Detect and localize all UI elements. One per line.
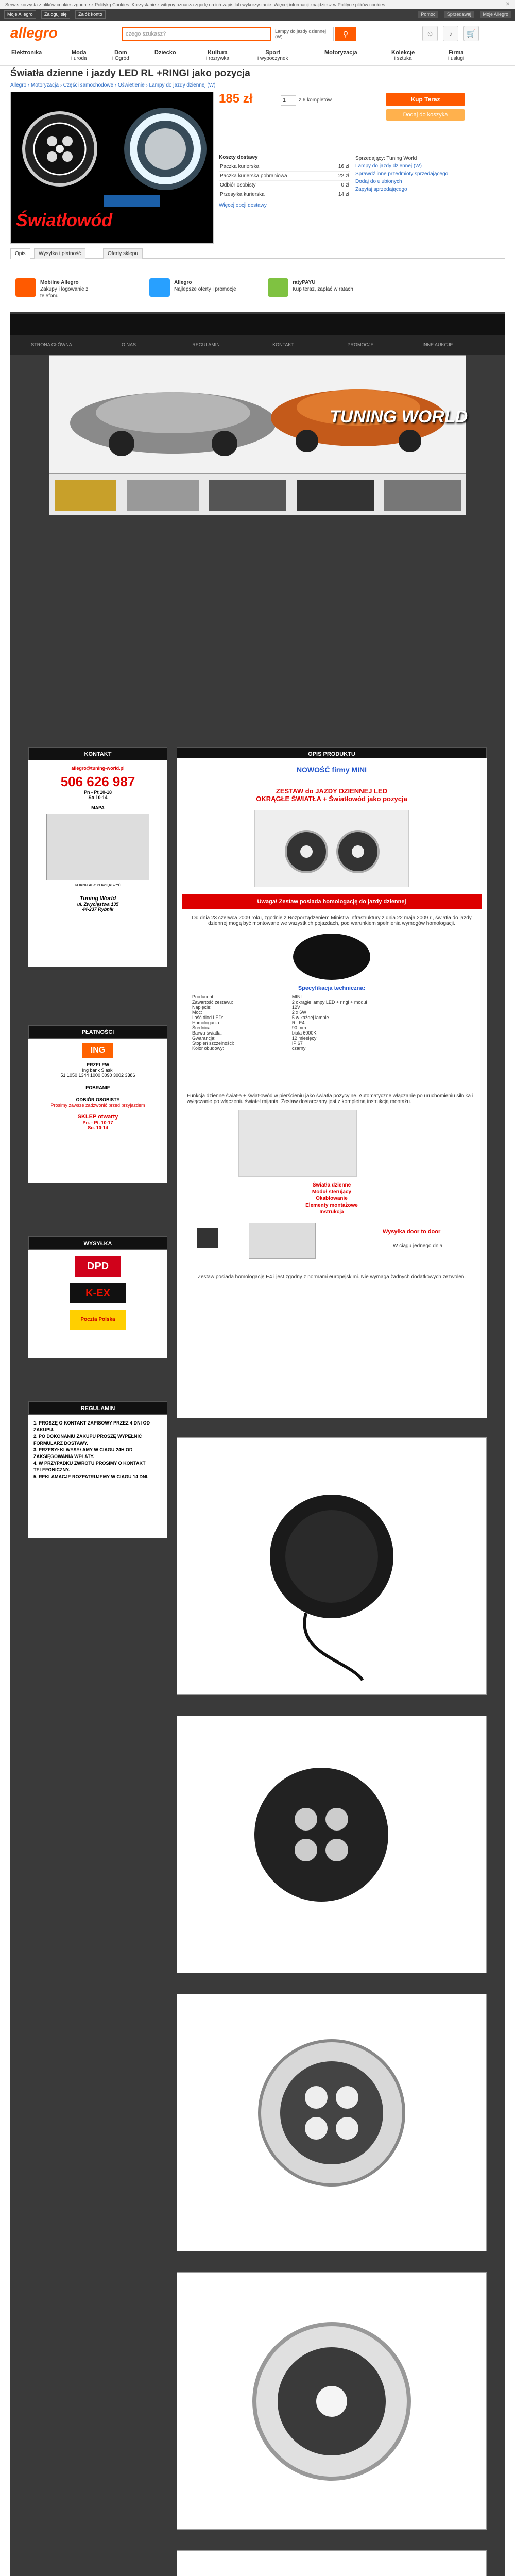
ing-logo: ING bbox=[82, 1043, 113, 1058]
product-photo-graphic bbox=[177, 1716, 486, 1973]
spec-row: Moc: 2 x 6W bbox=[192, 1010, 306, 1015]
desc-paragraph: Od dnia 23 czerwca 2009 roku, zgodnie z Rozporządzeniem Ministra Infrastruktury z dnia 22 maja 2009 r., światła do jazdy dziennej mogą być montowane we wszystkich pojazdach, pod warunkiem spełnienia wymogów homologacji. bbox=[192, 915, 472, 926]
user-icon[interactable]: ☺ bbox=[422, 26, 438, 41]
promo-raty[interactable]: ratyPAYU Kup teraz, zapłać w ratach bbox=[268, 278, 366, 297]
spec-table bbox=[192, 994, 470, 1051]
desc-title: ZESTAW do JAZDY DZIENNEJ LED bbox=[276, 787, 388, 795]
category-fashion[interactable]: Moda i uroda bbox=[71, 49, 87, 61]
account-number: 51 1050 1344 1000 0090 3002 3386 bbox=[60, 1073, 135, 1078]
category-electronics[interactable]: Elektronika bbox=[11, 49, 42, 56]
delivery-row: Przesyłka kurierska 14 zł bbox=[219, 190, 350, 199]
description-header: OPIS PRODUKTU bbox=[177, 747, 487, 760]
pickup-text: Prosimy zawsze zadzwonić przed przyjazdem bbox=[50, 1103, 145, 1108]
delivery-row: Odbiór osobisty 0 zł bbox=[219, 181, 350, 190]
address-name: Tuning World bbox=[79, 895, 116, 902]
desc-paragraph-3: Zestaw posiada homologację E4 i jest zgodny z normami europejskimi. Nie wymaga żadnych dodatkowych zezwoleń. bbox=[197, 1274, 466, 1280]
top-link-sell[interactable]: Sprzedawaj bbox=[444, 11, 474, 18]
product-photo-1[interactable] bbox=[177, 1437, 487, 1695]
promo-allegro[interactable]: Allegro Najlepsze oferty i promocje bbox=[149, 278, 247, 297]
product-photo-graphic bbox=[177, 2273, 486, 2529]
shop-nav-other[interactable]: INNE AUKCJE bbox=[422, 342, 453, 347]
seller-items-link[interactable]: Sprawdź inne przedmioty sprzedającego bbox=[355, 171, 449, 177]
breadcrumb[interactable]: Allegro › Motoryzacja › Części samochodowe › Oświetlenie › Lampy do jazdy dziennej (W) bbox=[10, 82, 216, 88]
bell-icon[interactable]: ♪ bbox=[443, 26, 458, 41]
shop-nav-terms[interactable]: REGULAMIN bbox=[192, 342, 220, 347]
address-city: 44-237 Rybnik bbox=[82, 907, 114, 912]
map-caption: KLIKNIJ ABY POWIĘKSZYĆ bbox=[75, 884, 121, 887]
contact-panel bbox=[28, 760, 167, 967]
desc-subtitle: OKRĄGŁE ŚWIATŁA + Światłowód jako pozycja bbox=[256, 795, 407, 803]
phone-icon bbox=[15, 278, 36, 297]
top-link-login[interactable]: Zaloguj się bbox=[41, 10, 70, 19]
delivery-row: Paczka kurierska pobraniowa 22 zł bbox=[219, 172, 350, 181]
spec-row: Gwarancja: 12 miesięcy bbox=[192, 1036, 317, 1041]
ask-seller-link[interactable]: Zapytaj sprzedającego bbox=[355, 187, 407, 192]
category-business[interactable]: Firma i usługi bbox=[448, 49, 465, 61]
shop-hours: Pn. - Pt. 10-17 bbox=[82, 1120, 113, 1125]
kex-logo: K-EX bbox=[70, 1283, 126, 1303]
spec-row: Zawartość zestawu: 2 okrągłe lampy LED + ringi + moduł bbox=[192, 999, 367, 1005]
terms-header: REGULAMIN bbox=[28, 1401, 167, 1415]
spec-row: Homologacja: RL E4 bbox=[192, 1020, 305, 1025]
dpd-logo: DPD bbox=[75, 1256, 121, 1277]
spec-row: Napięcie: 12V bbox=[192, 1005, 300, 1010]
price: 185 zł bbox=[219, 92, 253, 106]
feature-list: Światła dzienne Moduł sterujący Okablowanie Elementy montażowe Instrukcja bbox=[305, 1182, 358, 1215]
contact-header: KONTAKT bbox=[28, 747, 167, 760]
ring-photo bbox=[293, 934, 370, 980]
delivery-header: Koszty dostawy bbox=[219, 155, 258, 160]
bank-name: Ing bank Slaski bbox=[82, 1067, 114, 1073]
category-moto[interactable]: Motoryzacja bbox=[324, 49, 357, 56]
top-nav bbox=[0, 9, 515, 21]
spec-row: Stopień szczelności: IP 67 bbox=[192, 1041, 303, 1046]
hours-weekday: Pn - Pt 10-18 bbox=[83, 790, 112, 795]
map-image[interactable] bbox=[46, 814, 149, 880]
transfer-label: PRZELEW bbox=[87, 1062, 109, 1067]
payments-header: PŁATNOŚCI bbox=[28, 1025, 167, 1039]
shop-nav-contact[interactable]: KONTAKT bbox=[272, 342, 294, 347]
image-caption: Światłowód bbox=[16, 211, 112, 230]
search-category-select[interactable]: Lampy do jazdy dziennej (W) bbox=[272, 27, 334, 41]
lamp-pair-graphic bbox=[255, 810, 409, 888]
cod-label: POBRANIE bbox=[85, 1085, 110, 1090]
category-home[interactable]: Dom i Ogród bbox=[112, 49, 129, 61]
poczta-logo: Poczta Polska bbox=[70, 1310, 126, 1330]
top-link-register[interactable]: Załóż konto bbox=[75, 10, 106, 19]
promo-mobile[interactable]: Mobilne Allegro Zakupy i logowanie z telefonu bbox=[15, 278, 113, 297]
hours-saturday: So 10-14 bbox=[88, 795, 108, 800]
seller-box bbox=[355, 155, 510, 193]
product-photo-5[interactable] bbox=[177, 2550, 487, 2576]
search-button[interactable] bbox=[335, 27, 356, 41]
seller-category-link[interactable]: Lampy do jazdy dziennej (W) bbox=[355, 163, 422, 169]
product-photo-2[interactable] bbox=[177, 1716, 487, 1973]
quantity-input[interactable]: 1 bbox=[281, 95, 296, 106]
tab-description[interactable]: Opis bbox=[10, 248, 30, 259]
banner-title: TUNING WORLD bbox=[330, 407, 468, 427]
payu-icon bbox=[268, 278, 288, 297]
spec-row: Barwa światła: biała 6000K bbox=[192, 1030, 317, 1036]
door-to-door bbox=[187, 1223, 476, 1264]
product-photo-graphic bbox=[177, 2551, 486, 2576]
terms-item: 3. PRZESYŁKI WYSYŁAMY W CIĄGU 24H OD ZAKSIĘGOWANIA WPŁATY. bbox=[33, 1447, 133, 1459]
allegro-logo[interactable]: allegro bbox=[10, 25, 58, 41]
warning-bar: Uwaga! Zestaw posiada homologację do jazdy dziennej bbox=[182, 894, 482, 909]
terms-panel bbox=[28, 1415, 167, 1538]
cookie-text: Serwis korzysta z plików cookies zgodnie z Polityką Cookies. Korzystanie z witryny oznacza zgodę na ich zapis lub wykorzystanie. Więcej informacji znajdziesz w Polityce plików cookies. bbox=[5, 2, 387, 7]
product-photo-4[interactable] bbox=[177, 2272, 487, 2530]
shop-nav-promos[interactable]: PROMOCJE bbox=[347, 342, 374, 347]
category-sport[interactable]: Sport i wypoczynek bbox=[258, 49, 288, 61]
cookie-bar bbox=[0, 0, 515, 9]
address-street: ul. Zwycięstwa 135 bbox=[77, 902, 119, 907]
shipping-panel bbox=[28, 1250, 167, 1358]
map-label: MAPA bbox=[91, 805, 105, 810]
spec-row: Kolor obudowy: czarny bbox=[192, 1046, 306, 1051]
terms-item: 5. REKLAMACJE ROZPATRUJEMY W CIĄGU 14 DNI. bbox=[33, 1474, 149, 1479]
new-badge-text: NOWOŚĆ firmy MINI bbox=[296, 766, 367, 774]
pickup-label: ODBIÓR OSOBISTY bbox=[76, 1097, 120, 1103]
product-photo-graphic bbox=[177, 1438, 486, 1694]
tab-shop-offers[interactable]: Oferty sklepu bbox=[103, 248, 143, 259]
top-link-account[interactable]: Moje Allegro bbox=[480, 11, 511, 18]
description-panel bbox=[177, 758, 487, 1088]
desc-paragraph-2: Funkcja dzienne światła + światłowód w pierścieniu jako światła pozycyjne. Automatyczne włączanie po uruchomieniu silnika i wyłączanie po włączeniu świateł mijania. Zestaw dostarczany jest z kompletną instrukcją montażu. bbox=[187, 1093, 474, 1105]
shop-top-band bbox=[10, 314, 505, 335]
quantity-label: z 6 kompletów bbox=[299, 97, 332, 103]
top-link-help[interactable]: Pomoc bbox=[418, 11, 438, 18]
magnifier-icon: ⚲ bbox=[342, 30, 349, 38]
offer-title: Światła dzienne i jazdy LED RL +RINGI jako pozycja bbox=[10, 68, 250, 79]
house-icon bbox=[197, 1228, 218, 1248]
door-photo bbox=[249, 1223, 316, 1259]
spec-row: Ilość diod LED: 5 w każdej lampie bbox=[192, 1015, 329, 1020]
door-sub: W ciągu jednego dnia! bbox=[393, 1243, 444, 1249]
payments-panel bbox=[28, 1039, 167, 1183]
top-link-my-allegro[interactable]: Moje Allegro bbox=[4, 10, 36, 19]
terms-item: 1. PROSZĘ O KONTAKT ZAPISOWY PRZEZ 4 DNI OD ZAKUPU. bbox=[33, 1420, 150, 1432]
close-icon[interactable]: ✕ bbox=[505, 2, 510, 7]
shop-nav-about[interactable]: O NAS bbox=[121, 342, 136, 347]
email-text[interactable]: allegro@tuning-world.pl bbox=[71, 766, 125, 771]
door-text: Wysyłka door to door bbox=[383, 1229, 441, 1235]
product-photo-graphic bbox=[177, 1994, 486, 2251]
cart-icon[interactable]: 🛒 bbox=[464, 26, 479, 41]
delivery-costs bbox=[219, 155, 350, 208]
add-to-cart-button[interactable]: Dodaj do koszyka bbox=[386, 109, 465, 121]
tab-shipping[interactable]: Wysyłka i płatność bbox=[34, 248, 85, 259]
terms-item: 4. W PRZYPADKU ZWROTU PROSIMY O KONTAKT TELEFONICZNY. bbox=[33, 1461, 146, 1472]
buy-now-button[interactable]: Kup Teraz bbox=[386, 93, 465, 106]
phone-number: 506 626 987 bbox=[60, 774, 135, 789]
category-kids[interactable]: Dziecko bbox=[154, 49, 176, 56]
spec-row: Producent: MINI bbox=[192, 994, 302, 999]
desc-photo bbox=[254, 810, 409, 887]
shop-nav-home[interactable]: STRONA GŁÓWNA bbox=[31, 342, 72, 347]
seller-line: Sprzedający: Tuning World bbox=[355, 156, 417, 161]
spec-row: Średnica: 90 mm bbox=[192, 1025, 306, 1030]
description-panel-2 bbox=[177, 1088, 487, 1418]
delivery-row: Paczka kurierska 16 zł bbox=[219, 162, 350, 172]
more-delivery-link[interactable]: Więcej opcji dostawy bbox=[219, 202, 267, 208]
spec-header: Specyfikacja techniczna: bbox=[298, 985, 366, 991]
app-icon bbox=[149, 278, 170, 297]
product-strip bbox=[49, 474, 466, 515]
category-collections[interactable]: Kolekcje i sztuka bbox=[391, 49, 415, 61]
terms-item: 2. PO DOKONANIU ZAKUPU PROSZĘ WYPEŁNIĆ FORMULARZ DOSTAWY. bbox=[33, 1434, 142, 1446]
shipping-header: WYSYŁKA bbox=[28, 1236, 167, 1250]
category-culture[interactable]: Kultura i rozrywka bbox=[206, 49, 230, 61]
shop-open-label: SKLEP otwarty bbox=[77, 1114, 118, 1120]
product-photo-3[interactable] bbox=[177, 1994, 487, 2251]
product-strip-graphic bbox=[49, 474, 467, 516]
favourite-link[interactable]: Dodaj do ulubionych bbox=[355, 179, 402, 184]
offer-main-image[interactable] bbox=[10, 92, 214, 244]
search-input[interactable]: czego szukasz? bbox=[122, 27, 271, 41]
shop-saturday: So. 10-14 bbox=[88, 1125, 108, 1130]
desc-photo-2 bbox=[238, 1110, 357, 1177]
